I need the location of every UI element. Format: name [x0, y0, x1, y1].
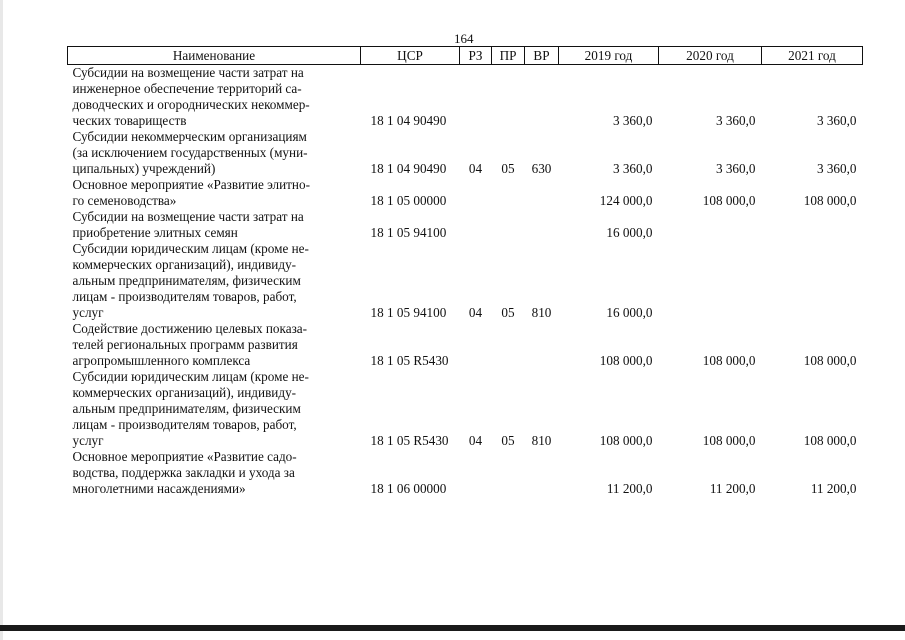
row-vr	[525, 65, 559, 130]
row-name-line: альным предпринимателям, физическим	[72, 273, 301, 288]
row-vr: 810	[531, 433, 552, 448]
row-rz: 04	[468, 433, 483, 448]
row-2021: 11 200,0	[810, 481, 857, 496]
row-pr: 05	[501, 433, 515, 448]
row-pr: 05	[501, 305, 515, 320]
row-name-line: Субсидии юридическим лицам (кроме не-	[72, 241, 309, 256]
row-name	[68, 449, 361, 497]
row-name-line: телей региональных программ развития	[72, 337, 298, 352]
row-name	[68, 65, 361, 130]
row-2019: 16 000,0	[606, 225, 653, 240]
row-name-line: лицам - производителям товаров, работ,	[72, 289, 297, 304]
table-row	[68, 209, 863, 241]
table-row	[68, 369, 863, 449]
header-2021: 2021 год	[762, 47, 863, 65]
row-name	[68, 209, 361, 241]
row-name-line: агропромышленного комплекса	[72, 353, 251, 368]
table-row	[68, 129, 863, 177]
table-body	[68, 65, 863, 498]
row-csr: 18 1 05 94100	[370, 225, 447, 240]
row-rz	[460, 321, 492, 369]
row-name-line: ципальных) учреждений)	[72, 161, 216, 176]
row-2021: 3 360,0	[816, 161, 857, 176]
table-row	[68, 321, 863, 369]
row-name-line: услуг	[72, 433, 104, 448]
row-2020: 11 200,0	[709, 481, 756, 496]
row-2020: 108 000,0	[702, 193, 756, 208]
row-name-line: го семеноводства»	[72, 193, 177, 208]
row-2019: 124 000,0	[599, 193, 653, 208]
row-csr: 18 1 05 00000	[370, 193, 447, 208]
row-vr	[525, 449, 559, 497]
row-rz	[460, 449, 492, 497]
row-2021: 3 360,0	[816, 113, 857, 128]
row-name-line: многолетними насаждениями»	[72, 481, 246, 496]
row-name	[68, 369, 361, 449]
row-name-line: альным предпринимателям, физическим	[72, 401, 301, 416]
row-csr: 18 1 06 00000	[370, 481, 447, 496]
table-row	[68, 449, 863, 497]
row-pr	[492, 209, 525, 241]
table-row	[68, 241, 863, 321]
row-2021	[762, 209, 863, 241]
row-2020: 3 360,0	[715, 161, 756, 176]
row-csr: 18 1 04 90490	[370, 161, 447, 176]
row-vr	[525, 177, 559, 209]
header-name: Наименование	[68, 47, 361, 65]
header-2020: 2020 год	[659, 47, 762, 65]
row-2020: 3 360,0	[715, 113, 756, 128]
row-name-line: инженерное обеспечение территорий са-	[72, 81, 302, 96]
row-csr: 18 1 05 R5430	[370, 353, 449, 368]
row-2020: 108 000,0	[702, 433, 756, 448]
header-vr: ВР	[525, 47, 559, 65]
row-name-line: Субсидии юридическим лицам (кроме не-	[72, 369, 309, 384]
header-rz: РЗ	[460, 47, 492, 65]
row-name-line: ческих товариществ	[72, 113, 187, 128]
row-name	[68, 129, 361, 177]
row-2019: 11 200,0	[606, 481, 653, 496]
row-2019: 16 000,0	[606, 305, 653, 320]
row-2020: 108 000,0	[702, 353, 756, 368]
scan-bottom-edge	[0, 625, 905, 631]
row-2021: 108 000,0	[803, 193, 857, 208]
row-2019: 3 360,0	[612, 113, 653, 128]
row-vr: 810	[531, 305, 552, 320]
row-vr	[525, 209, 559, 241]
row-rz	[460, 209, 492, 241]
row-rz	[460, 177, 492, 209]
row-2021: 108 000,0	[803, 433, 857, 448]
row-name-line: Субсидии на возмещение части затрат на	[72, 209, 304, 224]
header-pr: ПР	[492, 47, 525, 65]
row-vr	[525, 321, 559, 369]
table-row	[68, 65, 863, 130]
row-name-line: услуг	[72, 305, 104, 320]
row-pr	[492, 321, 525, 369]
row-2021	[762, 241, 863, 321]
row-name	[68, 177, 361, 209]
row-pr: 05	[501, 161, 515, 176]
row-rz: 04	[468, 161, 483, 176]
row-name-line: коммерческих организаций), индивиду-	[72, 385, 297, 400]
row-pr	[492, 65, 525, 130]
row-2019: 108 000,0	[599, 353, 653, 368]
row-name	[68, 321, 361, 369]
row-2020	[659, 241, 762, 321]
row-name-line: Субсидии на возмещение части затрат на	[72, 65, 304, 80]
row-csr: 18 1 05 R5430	[370, 433, 449, 448]
header-csr: ЦСР	[361, 47, 460, 65]
row-csr: 18 1 04 90490	[370, 113, 447, 128]
row-name-line: приобретение элитных семян	[72, 225, 238, 240]
row-name-line: доводческих и огороднических некоммер-	[72, 97, 310, 112]
row-name	[68, 241, 361, 321]
row-2019: 108 000,0	[599, 433, 653, 448]
row-name-line: Основное мероприятие «Развитие садо-	[72, 449, 297, 464]
table-header-row	[68, 47, 863, 65]
row-name-line: Содействие достижению целевых показа-	[72, 321, 308, 336]
row-csr: 18 1 05 94100	[370, 305, 447, 320]
row-pr	[492, 449, 525, 497]
row-rz: 04	[468, 305, 483, 320]
row-name-line: водства, поддержка закладки и ухода за	[72, 465, 295, 480]
scan-edge	[0, 0, 3, 640]
row-rz	[460, 65, 492, 130]
table-row	[68, 177, 863, 209]
row-vr: 630	[531, 161, 552, 176]
row-2020	[659, 209, 762, 241]
row-name-line: (за исключением государственных (муни-	[72, 145, 308, 160]
header-2019: 2019 год	[559, 47, 659, 65]
row-name-line: коммерческих организаций), индивиду-	[72, 257, 297, 272]
row-name-line: Субсидии некоммерческим организациям	[72, 129, 307, 144]
row-name-line: Основное мероприятие «Развитие элитно-	[72, 177, 310, 192]
page-number: 164	[454, 31, 474, 46]
row-2019: 3 360,0	[612, 161, 653, 176]
row-name-line: лицам - производителям товаров, работ,	[72, 417, 297, 432]
row-2021: 108 000,0	[803, 353, 857, 368]
row-pr	[492, 177, 525, 209]
budget-table	[67, 46, 863, 497]
